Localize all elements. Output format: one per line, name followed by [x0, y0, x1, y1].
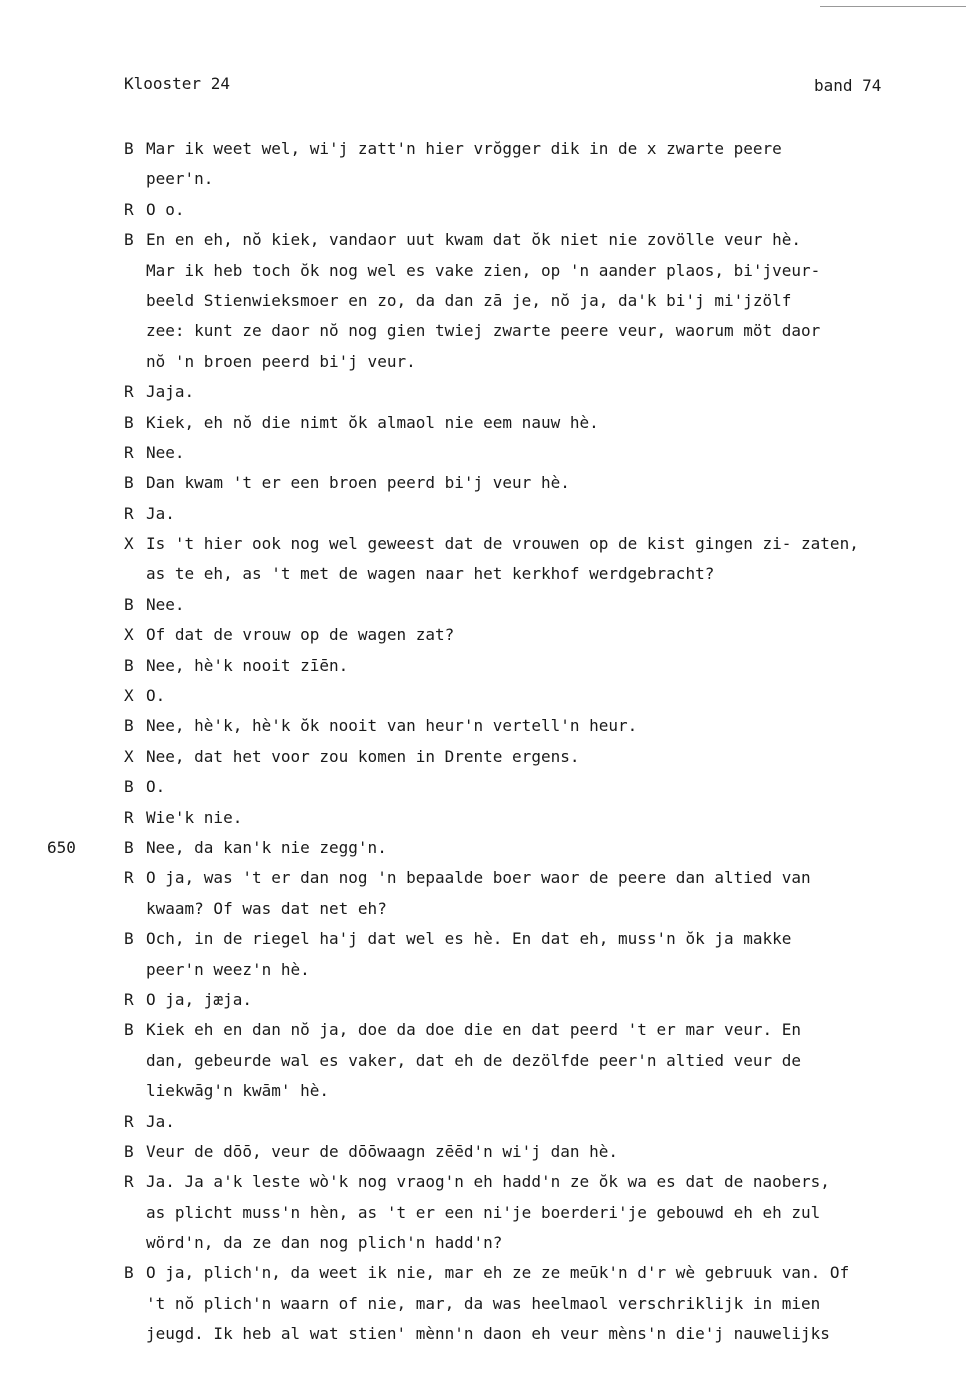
transcript-line — [124, 1198, 954, 1228]
transcript-line — [124, 1046, 954, 1076]
transcript-line — [124, 1319, 954, 1349]
line-text: Jaja. — [146, 382, 195, 402]
transcript-line — [124, 164, 954, 194]
transcript-line — [124, 377, 954, 407]
line-text: as plicht muss'n hèn, as 't er een ni'je boerderi'je gebouwd eh eh zul — [146, 1202, 821, 1222]
line-text: zee: kunt ze daor nŏ nog gien twiej zwarte peere veur, waorum möt daor — [146, 321, 821, 341]
transcript-line — [47, 833, 954, 863]
transcript-line — [124, 711, 954, 741]
line-text: En en eh, nŏ kiek, vandaor uut kwam dat ŏk niet nie zovölle veur hè. — [146, 230, 802, 250]
speaker-label: B — [124, 929, 134, 949]
speaker-label: X — [124, 534, 134, 554]
transcript-line — [124, 590, 954, 620]
transcript-line — [124, 1076, 954, 1106]
margin-line-number: 650 — [47, 837, 76, 857]
speaker-label: B — [124, 837, 134, 857]
speaker-label: R — [124, 989, 134, 1009]
line-text: as te eh, as 't met de wagen naar het kerkhof werdgebracht? — [146, 564, 715, 584]
transcript-line — [124, 499, 954, 529]
speaker-label: B — [124, 655, 134, 675]
line-text: Nee. — [146, 442, 185, 462]
transcript-line — [124, 620, 954, 650]
line-text: Is 't hier ook nog wel geweest dat de vrouwen op de kist gingen zi- zaten, — [146, 534, 859, 554]
line-text: O ja, was 't er dan nog 'n bepaalde boer waor de peere dan altied van — [146, 868, 811, 888]
transcript-line — [124, 225, 954, 255]
speaker-label: R — [124, 807, 134, 827]
speaker-label: B — [124, 230, 134, 250]
transcript-line — [124, 195, 954, 225]
line-text: Mar ik weet wel, wi'j zatt'n hier vrŏgger dik in de x zwarte peere — [146, 139, 782, 158]
line-text: Ja. — [146, 503, 175, 523]
transcript-line — [124, 1258, 954, 1288]
line-text: O ja, jæja. — [146, 989, 252, 1009]
transcript-line — [124, 1167, 954, 1197]
transcript-line — [124, 1015, 954, 1045]
line-text: dan, gebeurde wal es vaker, dat eh de dezölfde peer'n altied veur de — [146, 1050, 802, 1070]
transcript-line — [124, 559, 954, 589]
speaker-label: R — [124, 868, 134, 888]
speaker-label: B — [124, 473, 134, 493]
transcript-line — [124, 772, 954, 802]
transcript-line — [124, 1228, 954, 1258]
transcript — [47, 134, 954, 1350]
transcript-line — [124, 863, 954, 893]
line-text: liekwāg'n kwām' hè. — [146, 1081, 330, 1101]
speaker-label: B — [124, 1141, 134, 1161]
line-text: beeld Stienwieksmoer en zo, da dan zā je, nŏ ja, da'k bi'j mi'jzölf — [146, 290, 792, 310]
transcript-line — [124, 742, 954, 772]
transcript-line — [124, 347, 954, 377]
transcript-line — [124, 955, 954, 985]
line-text: jeugd. Ik heb al wat stien' mènn'n daon eh veur mèns'n die'j nauwelijks — [146, 1324, 830, 1344]
transcript-line — [124, 286, 954, 316]
line-text: 't nŏ plich'n waarn of nie, mar, da was heelmaol verschriklijk in mien — [146, 1293, 821, 1313]
line-text: Wie'k nie. — [146, 807, 243, 827]
transcript-line — [124, 134, 954, 164]
line-text: peer'n. — [146, 169, 214, 189]
speaker-label: B — [124, 1263, 134, 1283]
speaker-label: X — [124, 686, 134, 706]
speaker-label: R — [124, 1111, 134, 1131]
line-text: Ja. — [146, 1111, 175, 1131]
line-text: Nee. — [146, 594, 185, 614]
line-text: Of dat de vrouw op de wagen zat? — [146, 625, 455, 645]
transcript-line — [124, 1137, 954, 1167]
speaker-label: B — [124, 777, 134, 797]
transcript-line — [124, 256, 954, 286]
line-text: Mar ik heb toch ŏk nog wel es vake zien, op 'n aander plaos, bi'jveur- — [146, 260, 821, 280]
speaker-label: B — [124, 1020, 134, 1040]
transcript-line — [124, 681, 954, 711]
header-title: Klooster 24 — [124, 74, 230, 93]
line-text: Kiek, eh nŏ die nimt ŏk almaol nie eem nauw hè. — [146, 412, 599, 432]
line-text: Kiek eh en dan nŏ ja, doe da doe die en dat peerd 't er mar veur. En — [146, 1020, 802, 1040]
line-text: Och, in de riegel ha'j dat wel es hè. En dat eh, muss'n ŏk ja makke — [146, 929, 792, 949]
transcript-line — [124, 1107, 954, 1137]
line-text: kwaam? Of was dat net eh? — [146, 898, 387, 918]
speaker-label: X — [124, 746, 134, 766]
speaker-label: R — [124, 1172, 134, 1192]
speaker-label: B — [124, 412, 134, 432]
line-text: Nee, da kan'k nie zegg'n. — [146, 837, 387, 857]
speaker-label: R — [124, 503, 134, 523]
transcript-line — [124, 408, 954, 438]
line-text: Nee, hè'k nooit zīēn. — [146, 655, 349, 675]
line-text: wörd'n, da ze dan nog plich'n hadd'n? — [146, 1233, 503, 1253]
line-text: peer'n weez'n hè. — [146, 959, 310, 979]
line-text: nŏ 'n broen peerd bi'j veur. — [146, 351, 416, 371]
line-text: Dan kwam 't er een broen peerd bi'j veur hè. — [146, 473, 570, 493]
line-text: Ja. Ja a'k leste wò'k nog vraog'n eh hadd'n ze ŏk wa es dat de naobers, — [146, 1172, 830, 1192]
line-text: Nee, dat het voor zou komen in Drente ergens. — [146, 746, 580, 766]
transcript-line — [124, 651, 954, 681]
transcript-line — [124, 316, 954, 346]
speaker-label: X — [124, 625, 134, 645]
transcript-line — [124, 894, 954, 924]
transcript-line — [124, 529, 954, 559]
corner-rule — [820, 6, 966, 7]
transcript-line — [124, 1289, 954, 1319]
header-tape-number: band 74 — [814, 76, 882, 95]
speaker-label: B — [124, 716, 134, 736]
line-text: O ja, plich'n, da weet ik nie, mar eh ze ze meūk'n d'r wè gebruuk van. Of — [146, 1263, 850, 1283]
line-text: Veur de dōō, veur de dōōwaagn zēēd'n wi'j dan hè. — [146, 1141, 619, 1161]
line-text: O. — [146, 777, 166, 797]
speaker-label: B — [124, 594, 134, 614]
speaker-label: B — [124, 139, 134, 158]
transcript-line — [124, 468, 954, 498]
transcript-line — [124, 438, 954, 468]
transcript-line — [124, 803, 954, 833]
transcript-line — [124, 985, 954, 1015]
line-text: O o. — [146, 199, 185, 219]
speaker-label: R — [124, 199, 134, 219]
line-text: O. — [146, 686, 166, 706]
transcript-line — [124, 924, 954, 954]
speaker-label: R — [124, 382, 134, 402]
line-text: Nee, hè'k, hè'k ŏk nooit van heur'n vertell'n heur. — [146, 716, 638, 736]
speaker-label: R — [124, 442, 134, 462]
